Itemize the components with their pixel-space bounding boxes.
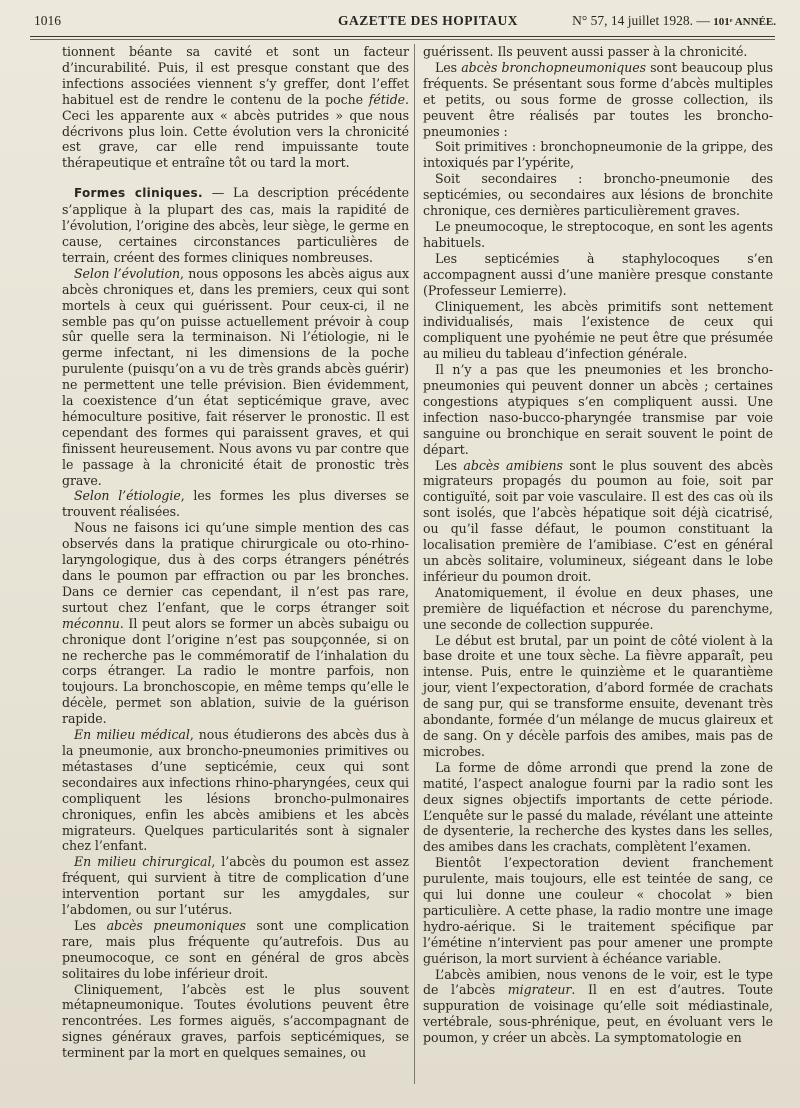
paragraph: Les abcès bronchopneumoniques sont beaucoup plus fréquents. Se présentant sous forme d’abcès multiples et petits, ou sous forme de grosse collection, ils peuvent être réalisés par toutes les broncho-pneumonies : bbox=[423, 59, 774, 139]
paragraph: Soit secondaires : broncho-pneumonie des septicémies, ou secondaires aux lésions de bronchite chronique, ces dernières particulièrement graves. bbox=[423, 171, 773, 219]
paragraph: L’abcès amibien, nous venons de le voir, est le type de l’abcès migrateur. Il en est d’autres. Toute suppuration de voisinage qu’elle soit médiastinale, vertébrale, sous-phrénique, peut, en évoluant vers le poumon, y créer un abcès. La symptomatologie en bbox=[423, 966, 773, 1046]
column-divider bbox=[414, 44, 415, 1084]
paragraph: Les abcès pneumoniques sont une complication rare, mais plus fréquente qu’autrefois. Dus au pneumocoque, ce sont en général de gros abcès solitaires du lobe inférieur droit. bbox=[62, 917, 409, 981]
header-rule bbox=[30, 36, 775, 37]
paragraph: Les abcès amibiens sont le plus souvent des abcès migrateurs propagés du poumon au foie, soit par contiguïté, soit par voie vasculaire. Il est des cas où ils sont isolés, que l’abcès hépatique soit déjà cicatrisé, ou qu’il fasse défaut, le poumon constituant la localisation première de l’amibiase. C’est en général un abcès solitaire, volumineux, siégeant dans le lobe inférieur du poumon droit. bbox=[423, 457, 773, 584]
left-column bbox=[62, 44, 409, 1061]
issue-info bbox=[572, 10, 776, 33]
paragraph: Cliniquement, les abcès primitifs sont nettement individualisés, mais l’existence de ceux qui compliquent une pyohémie ne peut être que présumée au milieu du tableau d’infection générale. bbox=[423, 298, 773, 362]
header-rule-thin bbox=[30, 39, 775, 40]
journal-title: GAZETTE DES HOPITAUX bbox=[338, 13, 519, 28]
section-heading: Formes cliniques. bbox=[74, 186, 203, 201]
paragraph: Il n’y a pas que les pneumonies et les broncho-pneumonies qui peuvent donner un abcès ; certaines congestions atypiques s’en compliquent aussi. Une infection naso-bucco-pharyngée transmise par voie sanguine ou bronchique en serait souvent le point de départ. bbox=[423, 362, 773, 457]
paragraph: En milieu médical, nous étudierons des abcès dus à la pneumonie, aux broncho-pneumonies primitives ou métastases d’une septicémie, ceux qui sont secondaires aux infections rhino-pharyngées, ceux qui compliquent les lésions broncho-pulmonaires chroniques, enfin les abcès amibiens et les abcès migrateurs. Quelques particularités sont à signaler chez l’enfant. bbox=[62, 727, 409, 854]
paragraph: Anatomiquement, il évolue en deux phases, une première de liquéfaction et nécrose du parenchyme, une seconde de collection suppurée. bbox=[423, 584, 773, 632]
paragraph: tionnent béante sa cavité et sont un facteur d’incurabilité. Puis, il est presque constant que des infections associées viennent s’y greffer, dont l’effet habituel est de rendre le contenu de la poche fétide. Ceci les apparente aux « abcès putrides » que nous décrivons plus loin. Cette évolution vers la chronicité est grave, car elle rend impuissante toute thérapeutique et entraîne tôt ou tard la mort. bbox=[62, 44, 409, 171]
paragraph: Selon l’étiologie, les formes les plus diverses se trouvent réalisées. bbox=[62, 488, 409, 520]
section-formes-cliniques: Formes cliniques. — La description précédente s’applique à la plupart des cas, mais la rapidité de l’évolution, l’origine des abcès, leur siège, le germe en cause, certaines circonstances particulières de terrain, créent des formes cliniques nombreuses. bbox=[62, 185, 409, 265]
right-column bbox=[423, 44, 773, 1046]
paragraph: En milieu chirurgical, l’abcès du poumon est assez fréquent, qui survient à titre de complication d’une intervention portant sur les amygdales, sur l’abdomen, ou sur l’utérus. bbox=[62, 854, 409, 918]
paragraph: Cliniquement, l’abcès est le plus souvent métapneumonique. Toutes évolutions peuvent être rencontrées. Les formes aiguës, s’accompagnant de signes généraux graves, parfois septicémiques, se terminent par la mort en quelques semaines, ou bbox=[62, 981, 409, 1061]
paragraph: Le début est brutal, par un point de côté violent à la base droite et une toux sèche. La fièvre apparaît, peu intense. Puis, entre le quinzième et le quarantième jour, vient l’expectoration, d’abord formée de crachats de sang pur, qui se transforme ensuite, devenant très abondante, formée d’un mélange de mucus glaireux et de sang. On y décèle parfois des amibes, mais pas de microbes. bbox=[423, 632, 773, 759]
paragraph: Les septicémies à staphylocoques s’en accompagnent aussi d’une manière presque constante (Professeur Lemierre). bbox=[423, 250, 773, 298]
paragraph: La forme de dôme arrondi que prend la zone de matité, l’aspect analogue fourni par la radio sont les deux signes objectifs importants de cette période. L’enquête sur le passé du malade, révélant une atteinte de dysenterie, la recherche des kystes dans les selles, des amibes dans les crachats, complètent l’examen. bbox=[423, 759, 773, 855]
page-number: 1016 bbox=[34, 13, 61, 28]
paragraph: Selon l’évolution, nous opposons les abcès aigus aux abcès chroniques et, dans les premiers, ceux qui sont mortels à ceux qui guérissent. Pour ceux-ci, il ne semble pas qu’on puisse actuellement prévoir à coup sûr quelle sera la terminaison. Ni l’étiologie, ni le germe infectant, ni les dimensions de la poche purulente (puisqu’on a vu de très grands abcès guérir) ne permettent une telle prévision. Bien évidemment, la coexistence d’un état septicémique grave, avec hémoculture positive, fait réserver le pronostic. Il est cependant des formes qui paraissent graves, et qui finissent heureusement. Nous avons vu par contre que le passage à la chronicité était de pronostic très grave. bbox=[62, 265, 409, 488]
paragraph: Le pneumocoque, le streptocoque, en sont les agents habituels. bbox=[423, 218, 773, 250]
page-header bbox=[26, 10, 778, 32]
paragraph: Soit primitives : bronchopneumonie de la grippe, des intoxiqués par l’ypérite, bbox=[423, 139, 773, 171]
issue-date: N° 57, 14 juillet 1928. — bbox=[572, 13, 710, 28]
paragraph: Nous ne faisons ici qu’une simple mention des cas observés dans la pratique chirurgicale ou oto-rhino-laryngologique, dus à des corps étrangers pénétrés dans le poumon par effraction ou par les bronches. Dans ce dernier cas cependant, il n’est pas rare, surtout chez l’enfant, que le corps étranger soit méconnu. Il peut alors se former un abcès subaigu ou chronique dont l’origine n’est pas soupçonnée, si on ne recherche pas le commémoratif de l’inhalation du corps étranger. La radio le montre parfois, non toujours. La bronchoscopie, en même temps qu’elle le décèle, permet son ablation, suivie de la guérison rapide. bbox=[62, 520, 409, 727]
paragraph: Bientôt l’expectoration devient franchement purulente, mais toujours, elle est teintée de sang, ce qui lui donne une couleur « chocolat » bien particulière. A cette phase, la radio montre une image hydro-aérique. Si le traitement spécifique par l’émétine n’intervient pas pour amener une prompte guérison, la mort survient à échéance variable. bbox=[423, 855, 773, 966]
paragraph: guérissent. Ils peuvent aussi passer à la chronicité. bbox=[423, 44, 748, 59]
issue-year: 101ᵉ ANNÉE. bbox=[713, 16, 776, 28]
